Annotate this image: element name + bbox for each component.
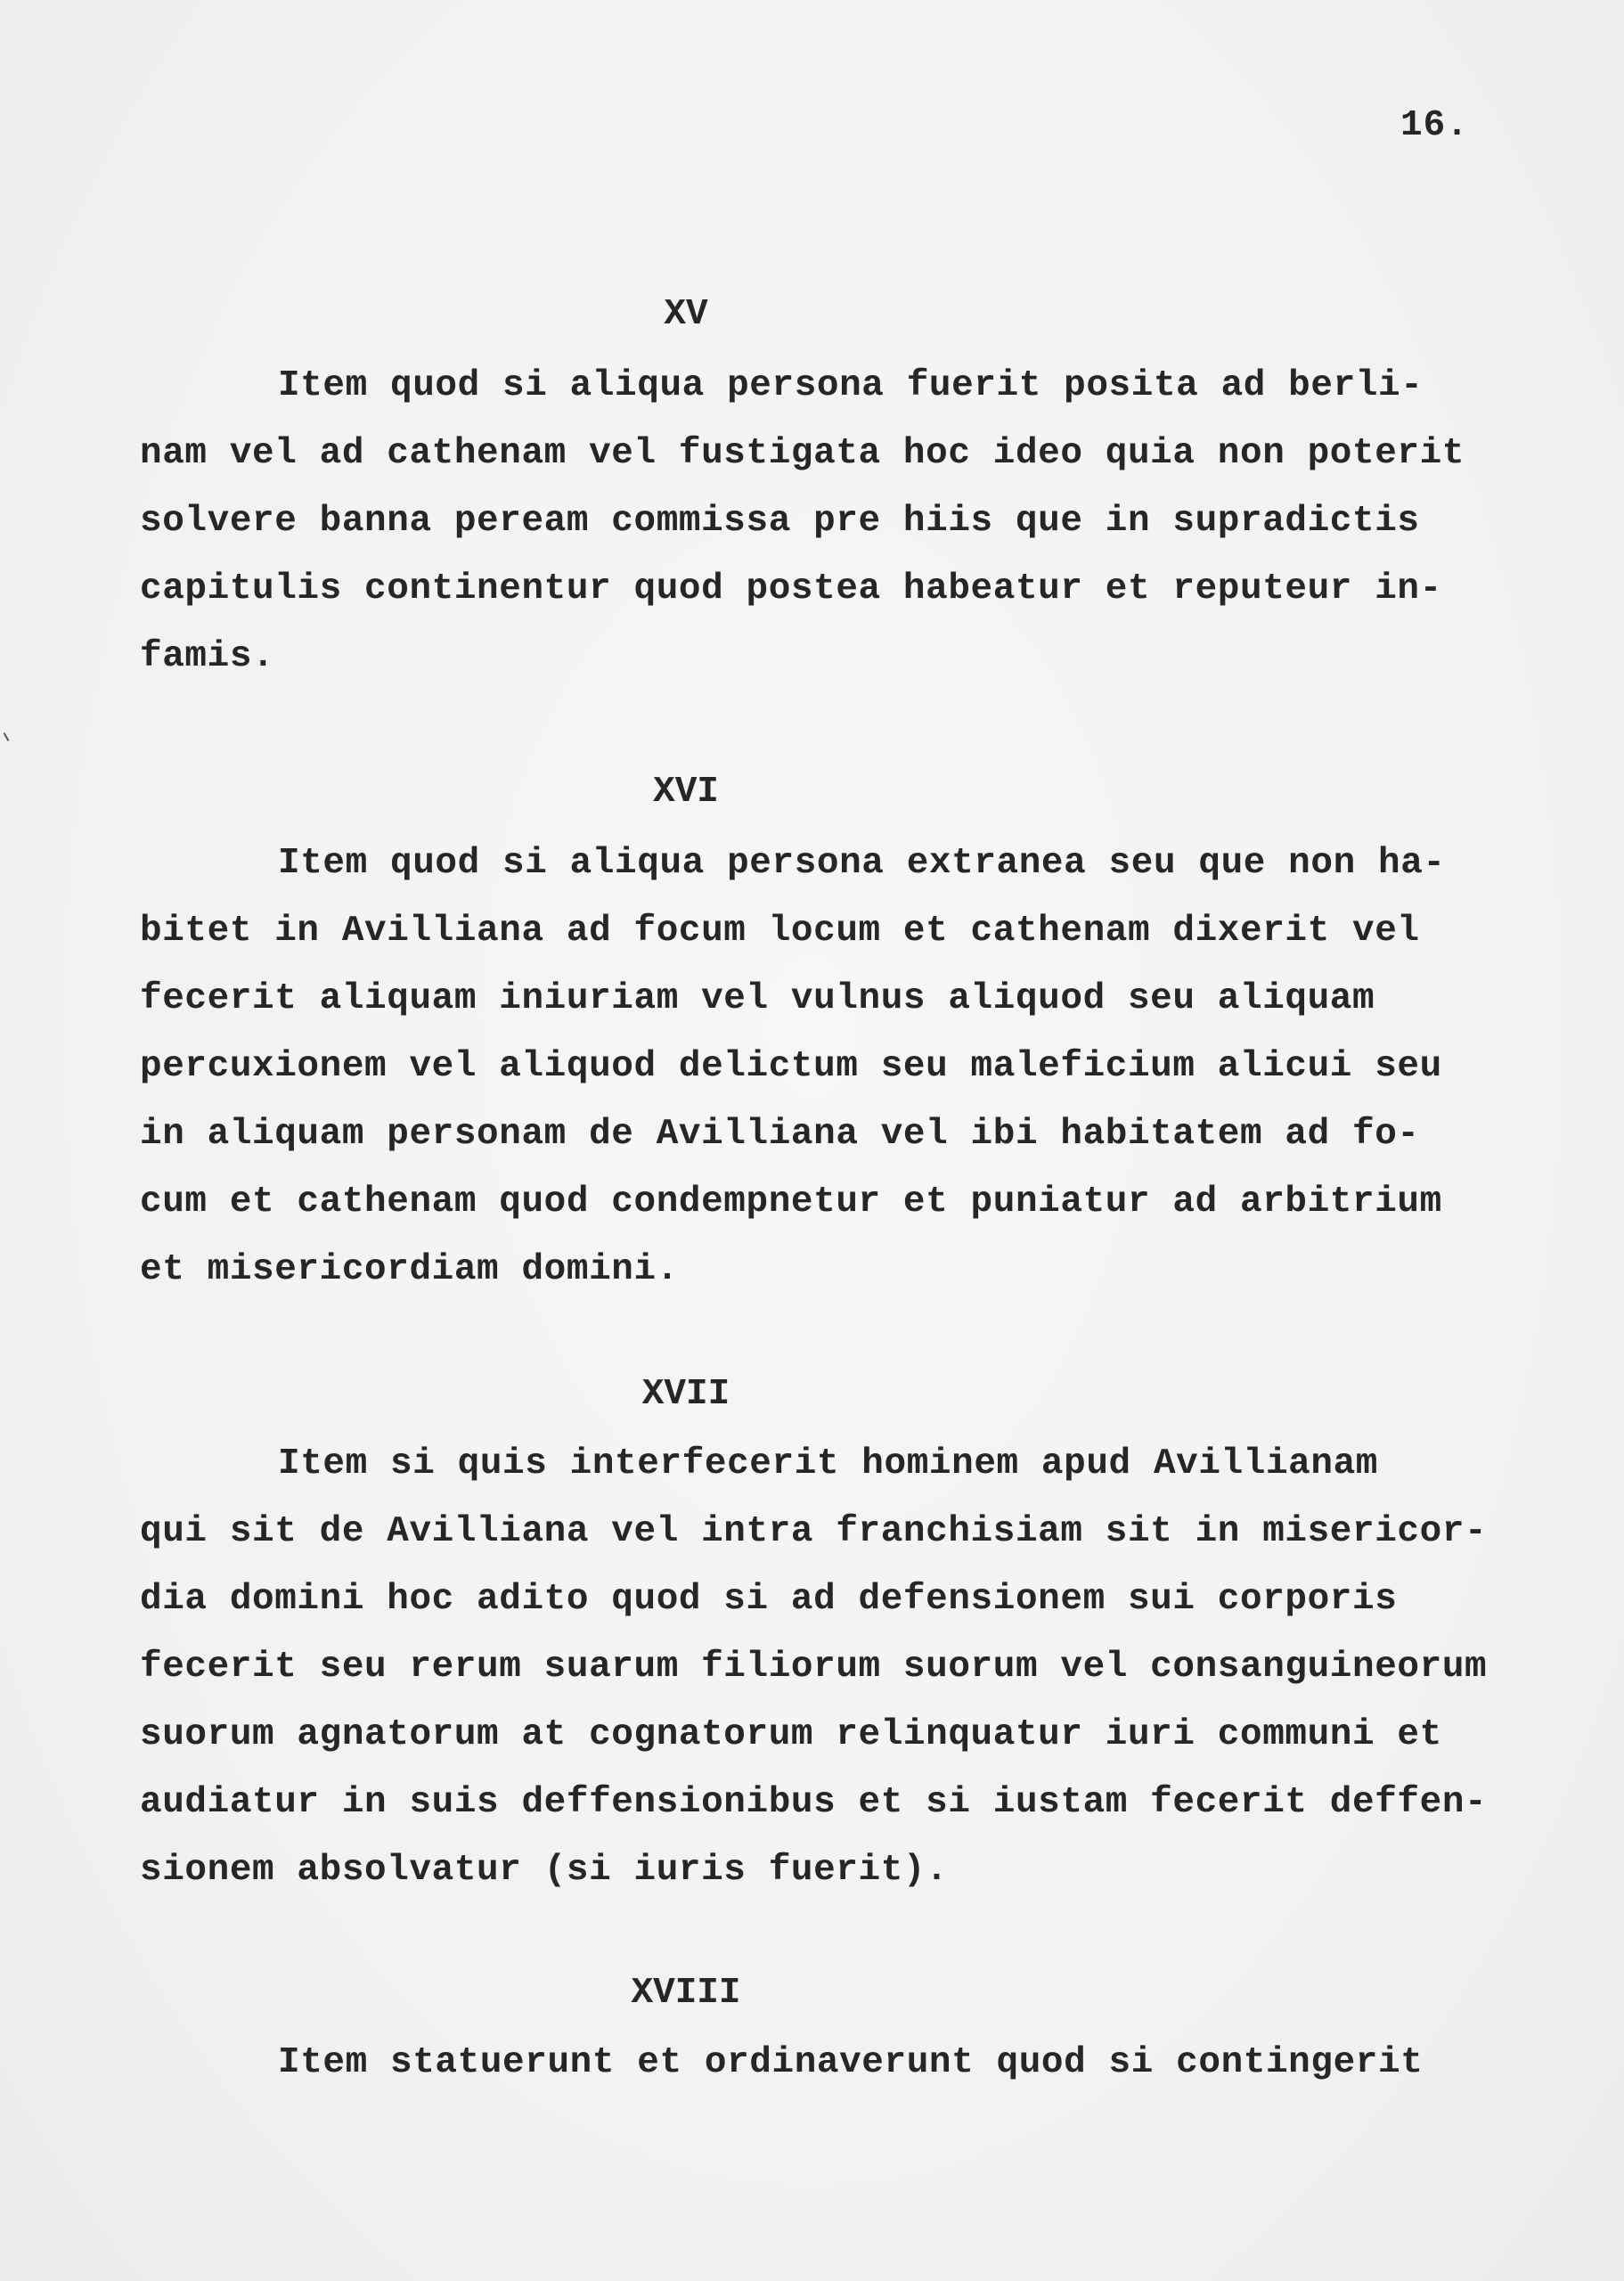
page-number: 16. [1400, 105, 1469, 146]
text-line: bitet in Avilliana ad focum locum et cathenam dixerit vel [140, 911, 1420, 952]
text-line: Item quod si aliqua persona extranea seu que non ha- [278, 843, 1446, 884]
section-heading-xv: XV [664, 294, 708, 335]
text-line: famis. [140, 636, 275, 677]
text-line: capitulis continentur quod postea habeatur et reputeur in- [140, 568, 1442, 609]
text-line: Item si quis interfecerit hominem apud Avillianam [278, 1443, 1378, 1484]
text-line: fecerit seu rerum suarum filiorum suorum vel consanguineorum [140, 1647, 1488, 1688]
text-line: dia domini hoc adito quod si ad defensionem sui corporis [140, 1579, 1398, 1620]
text-line: percuxionem vel aliquod delictum seu maleficium alicui seu [140, 1046, 1442, 1087]
section-heading-xvii: XVII [641, 1374, 730, 1415]
text-line: cum et cathenam quod condempnetur et puniatur ad arbitrium [140, 1181, 1442, 1222]
text-line: audiatur in suis deffensionibus et si iustam fecerit deffen- [140, 1782, 1488, 1823]
stray-ink-mark [4, 732, 10, 741]
text-line: et misericordiam domini. [140, 1249, 679, 1290]
text-line: qui sit de Avilliana vel intra franchisiam sit in misericor- [140, 1511, 1488, 1552]
text-line: in aliquam personam de Avilliana vel ibi habitatem ad fo- [140, 1114, 1420, 1155]
section-heading-xviii: XVIII [631, 1973, 741, 2014]
text-line: sionem absolvatur (si iuris fuerit). [140, 1850, 949, 1891]
text-line: solvere banna peream commissa pre hiis que in supradictis [140, 501, 1420, 542]
text-line: suorum agnatorum at cognatorum relinquatur iuri communi et [140, 1714, 1442, 1755]
text-line: nam vel ad cathenam vel fustigata hoc ideo quia non poterit [140, 433, 1465, 474]
text-line: fecerit aliquam iniuriam vel vulnus aliquod seu aliquam [140, 978, 1375, 1019]
section-heading-xvi: XVI [653, 772, 719, 813]
text-line: Item quod si aliqua persona fuerit posita ad berli- [278, 365, 1424, 406]
text-line: Item statuerunt et ordinaverunt quod si contingerit [278, 2042, 1424, 2083]
